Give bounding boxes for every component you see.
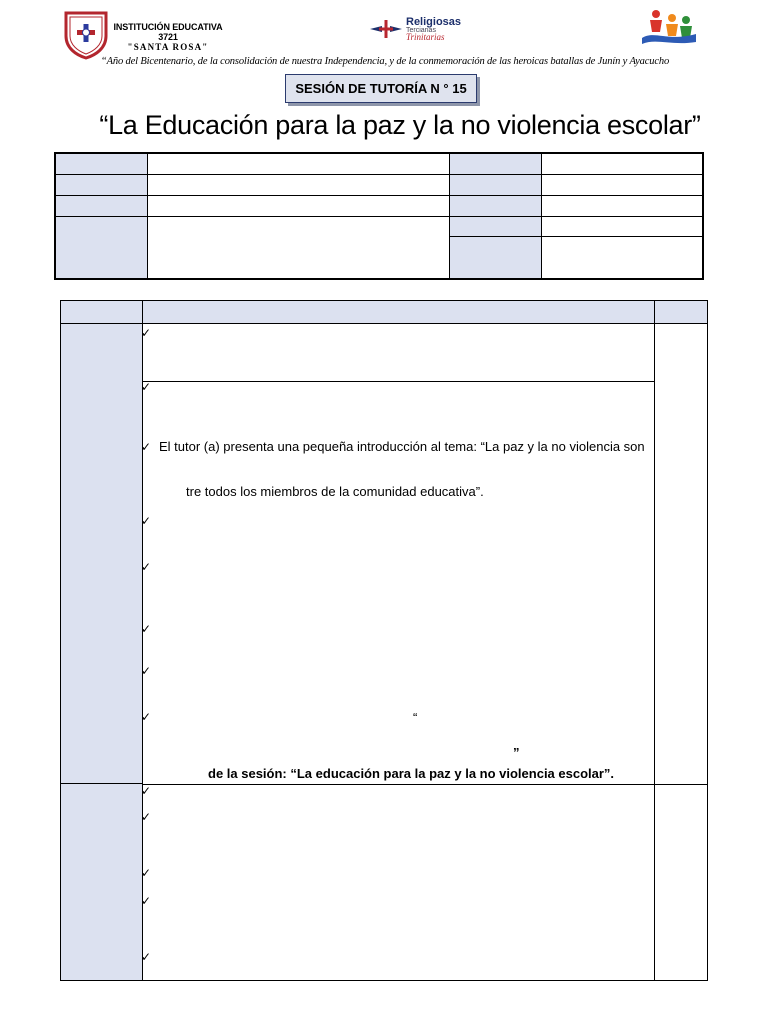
info-value-cell — [542, 154, 702, 175]
session-table — [60, 300, 708, 981]
school-name-block — [112, 22, 224, 52]
info-label-cell — [450, 196, 542, 217]
row-divider — [142, 784, 707, 785]
checkmark: ✓ — [141, 710, 152, 724]
checkmark: ✓ — [141, 810, 152, 824]
info-value-cell — [148, 196, 450, 217]
school-subname: "SANTA ROSA" — [127, 42, 209, 52]
checkmark: ✓ — [141, 950, 152, 964]
congregation-line3: Trinitarias — [406, 32, 445, 42]
intro-continuation: tre todos los miembros de la comunidad educativa”. — [186, 484, 484, 499]
info-table — [54, 152, 704, 280]
info-label-cell — [450, 154, 542, 175]
info-label-cell — [56, 217, 148, 278]
checkmark: ✓ — [141, 894, 152, 908]
quote-close: ” — [513, 745, 520, 760]
checkmark: ✓ — [141, 784, 152, 798]
school-crest-logo — [63, 10, 109, 60]
checkmark: ✓ — [141, 440, 152, 454]
quote-open: “ — [413, 710, 418, 725]
checkmark: ✓ — [141, 514, 152, 528]
info-value-cell — [148, 154, 450, 175]
checkmark: ✓ — [141, 326, 152, 340]
info-label-cell — [450, 237, 542, 278]
congregation-logo — [368, 14, 478, 46]
info-label-cell — [56, 154, 148, 175]
congregation-line2: Terciarias — [406, 27, 436, 34]
info-label-cell — [450, 175, 542, 196]
motto: “Año del Bicentenario, de la consolidación de nuestra Independencia, y de la conmemoración de las heroicas batallas de Junín y Ayacucho — [100, 56, 670, 67]
column-divider — [654, 301, 655, 980]
info-value-cell — [148, 175, 450, 196]
info-value-cell — [148, 217, 450, 278]
info-label-cell — [56, 196, 148, 217]
closing-text: de la sesión: “La educación para la paz y la no violencia escolar”. — [208, 766, 615, 781]
info-value-cell — [542, 237, 702, 278]
row-divider — [142, 381, 654, 382]
checkmark: ✓ — [141, 560, 152, 574]
session-label: SESIÓN DE TUTORÍA N ° 15 — [285, 74, 477, 103]
session-table-header — [61, 301, 707, 324]
school-name: INSTITUCIÓN EDUCATIVA 3721 — [113, 22, 223, 42]
checkmark: ✓ — [141, 664, 152, 678]
checkmark: ✓ — [141, 380, 152, 394]
info-label-cell — [450, 217, 542, 237]
info-value-cell — [542, 196, 702, 217]
page-title: “La Educación para la paz y la no violencia escolar” — [99, 110, 701, 140]
info-label-cell — [56, 175, 148, 196]
info-value-cell — [542, 217, 702, 237]
checkmark: ✓ — [141, 622, 152, 636]
checkmark: ✓ — [141, 866, 152, 880]
phase-cell-development — [61, 324, 142, 784]
intro-text: El tutor (a) presenta una pequeña introducción al tema: “La paz y la no violencia son — [159, 439, 645, 454]
phase-cell-closing — [61, 784, 142, 980]
info-value-cell — [542, 175, 702, 196]
congregation-line1: Religiosas — [406, 16, 462, 28]
children-logo — [638, 8, 700, 46]
